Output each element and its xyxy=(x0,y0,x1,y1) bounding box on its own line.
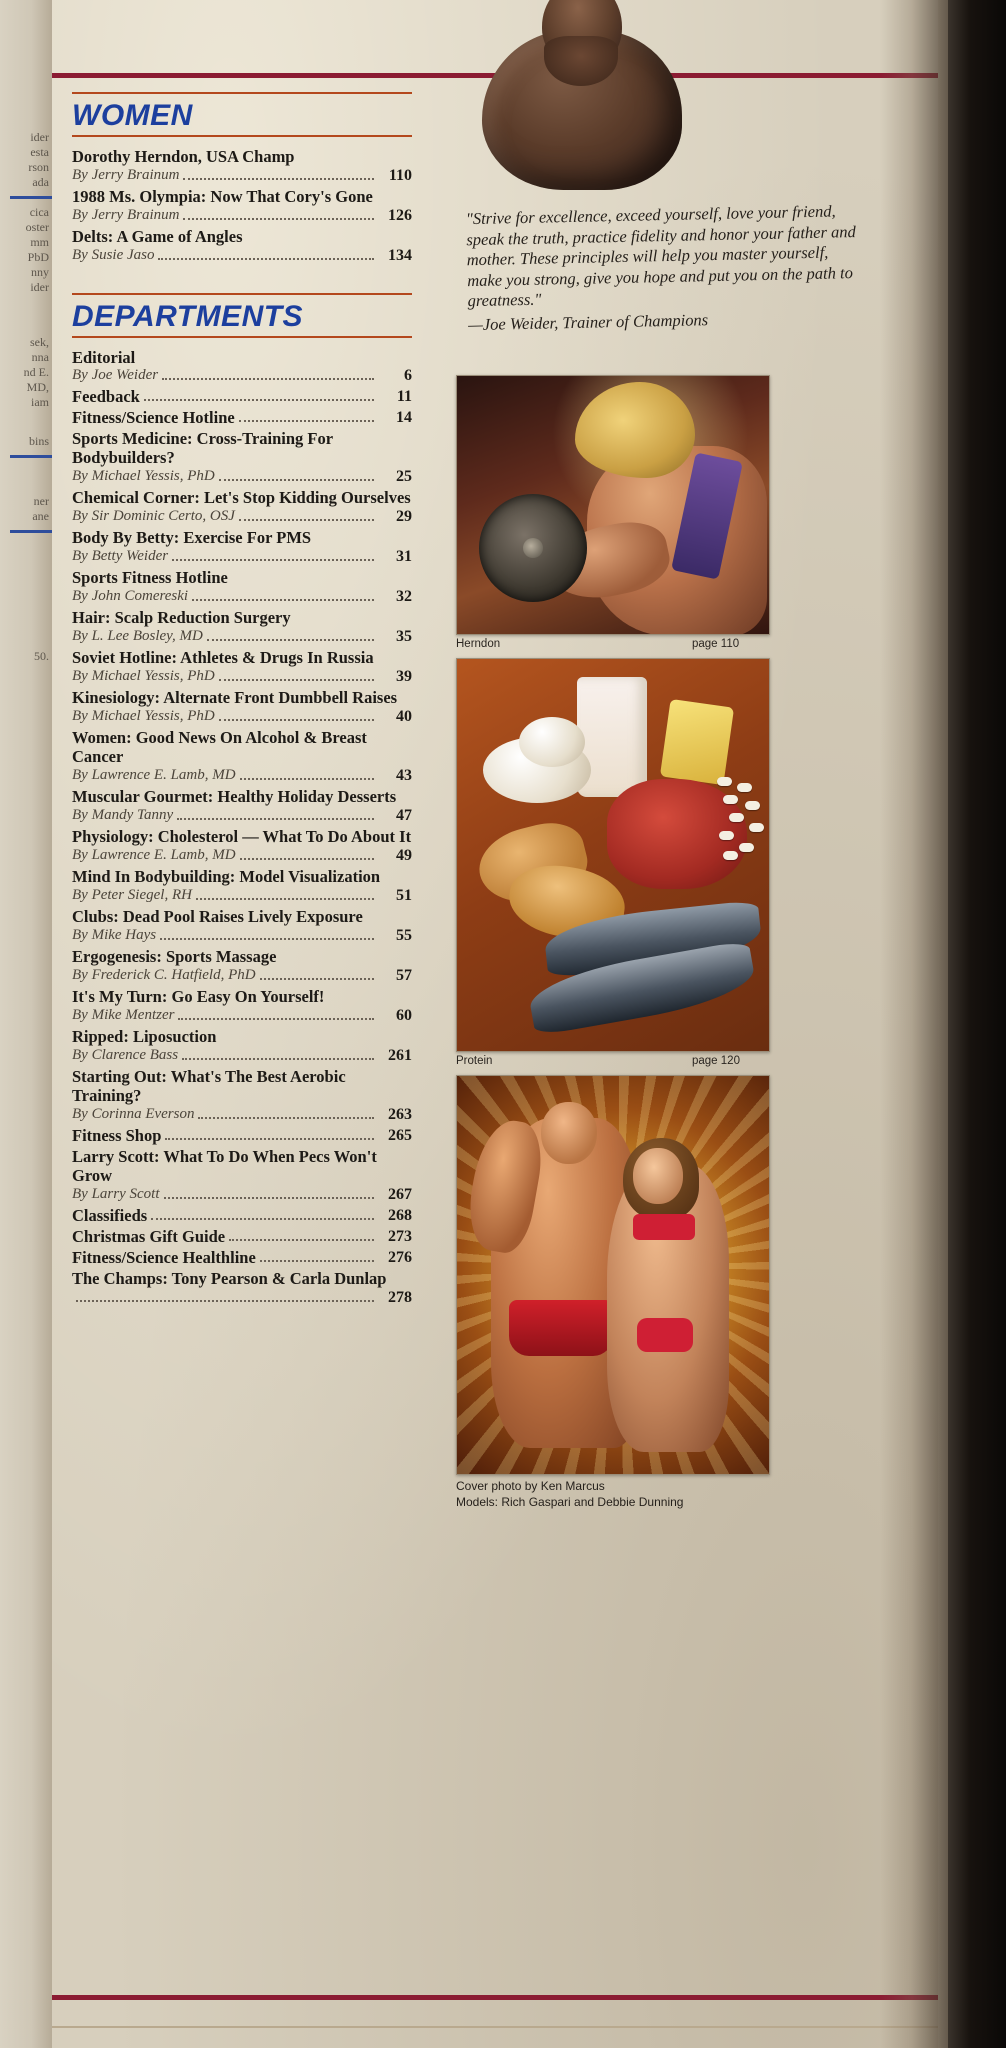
toc-entry-page: 32 xyxy=(396,588,412,605)
toc-entry-author: By Jerry Brainum xyxy=(72,167,180,183)
toc-entry[interactable] xyxy=(72,1248,412,1267)
leader-dots xyxy=(219,671,374,681)
leader-dots xyxy=(240,770,374,780)
toc-entry-author: By Michael Yessis, PhD xyxy=(72,468,215,484)
toc-entry[interactable] xyxy=(72,528,412,566)
toc-entry-title: Fitness/Science Healthline xyxy=(72,1248,256,1267)
cheese-block xyxy=(660,699,734,785)
toc-entry-author: By John Comereski xyxy=(72,588,189,604)
toc-entry-page: 268 xyxy=(388,1207,412,1224)
margin-fragment: nd E. xyxy=(23,365,49,379)
toc-entry-title: Ripped: Liposuction xyxy=(72,1027,217,1046)
margin-divider xyxy=(10,196,52,199)
toc-entry-author: By Peter Siegel, RH xyxy=(72,887,192,903)
toc-entry-title: Soviet Hotline: Athletes & Drugs In Russia xyxy=(72,648,374,667)
toc-entry[interactable] xyxy=(72,947,412,985)
leader-dots xyxy=(164,1189,375,1199)
toc-entry[interactable] xyxy=(72,787,412,825)
toc-entry-page: 276 xyxy=(388,1249,412,1266)
margin-fragment: ider xyxy=(30,130,49,144)
leader-dots xyxy=(239,511,374,521)
leader-dots xyxy=(165,1130,374,1140)
toc-entry-author: By Mike Hays xyxy=(72,927,157,943)
toc-entry-author: By L. Lee Bosley, MD xyxy=(72,628,203,644)
toc-entry[interactable] xyxy=(72,227,412,265)
page-body xyxy=(52,0,938,2048)
left-page-margin xyxy=(0,0,52,2048)
toc-entry-page: 35 xyxy=(396,628,412,645)
table-of-contents xyxy=(72,92,412,1309)
joe-weider-statue-photo xyxy=(472,0,692,205)
toc-entry-title: Mind In Bodybuilding: Model Visualization xyxy=(72,867,381,886)
margin-fragment: oster xyxy=(25,220,49,234)
toc-entry-page: 6 xyxy=(404,367,412,384)
toc-entry[interactable] xyxy=(72,907,412,945)
leader-dots xyxy=(183,210,374,220)
photo-caption-left: Protein xyxy=(456,1055,493,1067)
toc-entry[interactable] xyxy=(72,728,412,785)
toc-entry-title: Classifieds xyxy=(72,1206,148,1225)
eggs-back xyxy=(519,717,585,767)
supplement-pills xyxy=(715,777,767,863)
toc-entry-page: 47 xyxy=(396,807,412,824)
margin-fragment: ider xyxy=(30,280,49,294)
toc-entry-page: 267 xyxy=(388,1186,412,1203)
toc-entry-author: By Sir Dominic Certo, OSJ xyxy=(72,508,235,524)
toc-entry-author: By Lawrence E. Lamb, MD xyxy=(72,767,236,783)
toc-entry[interactable] xyxy=(72,688,412,726)
margin-fragment: ada xyxy=(32,175,49,189)
section-rule xyxy=(72,135,412,137)
toc-entry-author: By Joe Weider xyxy=(72,367,159,383)
toc-entry-author: By Clarence Bass xyxy=(72,1047,179,1063)
toc-entry[interactable] xyxy=(72,348,412,385)
toc-entry-title: Fitness Shop xyxy=(72,1126,162,1145)
section-rule xyxy=(72,92,412,94)
quote-text: "Strive for excellence, exceed yourself, love your friend, speak the truth, practice fidelity and honor your father and mother. These principles will help you master yourself, make you strong, give you hope and put you on the path to greatness." xyxy=(465,201,856,311)
leader-dots xyxy=(239,412,374,422)
toc-entry[interactable] xyxy=(72,429,412,486)
photo-caption-page: page 110 xyxy=(692,638,740,650)
toc-entry-author: By Michael Yessis, PhD xyxy=(72,708,215,724)
toc-entry[interactable] xyxy=(72,1147,412,1204)
toc-entry[interactable] xyxy=(72,1067,412,1124)
margin-fragment: mm xyxy=(30,235,49,249)
toc-entry-author: By Frederick C. Hatfield, PhD xyxy=(72,967,256,983)
margin-fragment: nny xyxy=(31,265,49,279)
toc-entry-title: Christmas Gift Guide xyxy=(72,1227,226,1246)
toc-entry-title: Body By Betty: Exercise For PMS xyxy=(72,528,312,547)
toc-entry-title: Chemical Corner: Let's Stop Kidding Ourselves xyxy=(72,488,411,507)
toc-entry-title: Sports Medicine: Cross-Training For Bodybuilders? xyxy=(72,429,333,467)
toc-entry-page: 126 xyxy=(388,207,412,224)
margin-fragment: esta xyxy=(30,145,49,159)
leader-dots xyxy=(177,810,374,820)
leader-dots xyxy=(260,1252,374,1262)
toc-entry-page: 29 xyxy=(396,508,412,525)
toc-entry-title: Clubs: Dead Pool Raises Lively Exposure xyxy=(72,907,363,926)
toc-entry-author: By Mike Mentzer xyxy=(72,1007,175,1023)
toc-entry-author: By Larry Scott xyxy=(72,1186,160,1202)
toc-entry-author: By Mandy Tanny xyxy=(72,807,174,823)
toc-entry-title: Fitness/Science Hotline xyxy=(72,408,235,427)
toc-entry-page: 57 xyxy=(396,967,412,984)
toc-entry[interactable] xyxy=(72,1206,412,1225)
photo-protein xyxy=(456,658,770,1052)
toc-entry-page: 39 xyxy=(396,668,412,685)
toc-entry-page: 265 xyxy=(388,1127,412,1144)
toc-entry[interactable] xyxy=(72,1227,412,1246)
toc-entry-title: It's My Turn: Go Easy On Yourself! xyxy=(72,987,325,1006)
leader-dots xyxy=(183,170,374,180)
bottom-rule xyxy=(52,1995,938,2000)
toc-entry[interactable] xyxy=(72,1126,412,1145)
leader-dots xyxy=(76,1292,374,1302)
leader-dots xyxy=(229,1231,374,1241)
margin-fragment: cica xyxy=(29,205,49,219)
cover-credit xyxy=(456,1478,683,1510)
toc-entry[interactable] xyxy=(72,387,412,406)
toc-entry[interactable] xyxy=(72,648,412,686)
toc-entry-title: Women: Good News On Alcohol & Breast Cancer xyxy=(72,728,367,766)
toc-entry-title: The Champs: Tony Pearson & Carla Dunlap xyxy=(72,1269,387,1288)
toc-entry-title: Hair: Scalp Reduction Surgery xyxy=(72,608,291,627)
toc-entry[interactable] xyxy=(72,187,412,225)
toc-entry-title: Delts: A Game of Angles xyxy=(72,227,243,246)
margin-fragment: MD, xyxy=(26,380,49,394)
margin-fragment: PbD xyxy=(27,250,49,264)
toc-entry-title: Editorial xyxy=(72,348,136,367)
toc-entry-title: 1988 Ms. Olympia: Now That Cory's Gone xyxy=(72,187,373,206)
pull-quote xyxy=(466,201,869,335)
leader-dots xyxy=(240,850,374,860)
toc-entry-author: By Susie Jaso xyxy=(72,247,155,263)
weight-plate xyxy=(479,494,587,602)
toc-entry-page: 11 xyxy=(396,388,412,405)
toc-entry-title: Kinesiology: Alternate Front Dumbbell Raises xyxy=(72,688,398,707)
toc-entry-page: 40 xyxy=(396,708,412,725)
female-model-head xyxy=(633,1148,683,1204)
female-model-bottom xyxy=(637,1318,693,1352)
toc-entry-page: 60 xyxy=(396,1007,412,1024)
margin-fragment: iam xyxy=(31,395,49,409)
leader-dots xyxy=(219,471,374,481)
leader-dots xyxy=(192,591,374,601)
cover-credit-models: Models: Rich Gaspari and Debbie Dunning xyxy=(456,1495,684,1509)
toc-entry-page: 261 xyxy=(388,1047,412,1064)
margin-fragment: ner xyxy=(33,494,49,508)
toc-entry-title: Dorothy Herndon, USA Champ xyxy=(72,147,295,166)
toc-entry-title: Feedback xyxy=(72,387,140,406)
toc-entry[interactable] xyxy=(72,568,412,606)
margin-fragment: bins xyxy=(28,434,49,448)
margin-fragment: ane xyxy=(32,509,49,523)
toc-entry-title: Physiology: Cholesterol — What To Do About It xyxy=(72,827,412,846)
margin-divider xyxy=(10,455,52,458)
toc-entry[interactable] xyxy=(72,1027,412,1065)
leader-dots xyxy=(151,1210,374,1220)
leader-dots xyxy=(160,930,374,940)
male-model-trunks xyxy=(509,1300,613,1356)
toc-entry-title: Muscular Gourmet: Healthy Holiday Desserts xyxy=(72,787,397,806)
toc-entry-page: 51 xyxy=(396,887,412,904)
toc-entry-page: 31 xyxy=(396,548,412,565)
photo-caption-page: page 120 xyxy=(692,1055,740,1067)
photo-herndon xyxy=(456,375,770,635)
toc-entry[interactable] xyxy=(72,987,412,1025)
toc-entry-author: By Michael Yessis, PhD xyxy=(72,668,215,684)
leader-dots xyxy=(198,1109,374,1119)
toc-entry-title: Larry Scott: What To Do When Pecs Won't Grow xyxy=(72,1147,377,1185)
toc-entry-title: Starting Out: What's The Best Aerobic Training? xyxy=(72,1067,346,1105)
margin-fragment: sek, xyxy=(30,335,49,349)
leader-dots xyxy=(219,711,374,721)
margin-fragment: 50. xyxy=(34,649,49,663)
toc-entry-page: 278 xyxy=(388,1289,412,1306)
section-heading-departments: DEPARTMENTS xyxy=(72,300,304,333)
margin-fragment: rson xyxy=(28,160,49,174)
leader-dots xyxy=(158,250,374,260)
leader-dots xyxy=(260,970,374,980)
toc-entry[interactable] xyxy=(72,827,412,865)
toc-entry-page: 55 xyxy=(396,927,412,944)
book-edge xyxy=(948,0,1006,2048)
leader-dots xyxy=(144,391,374,401)
photo-caption-left: Herndon xyxy=(456,638,501,650)
figure-hair xyxy=(575,382,695,478)
toc-entry-title: Ergogenesis: Sports Massage xyxy=(72,947,277,966)
leader-dots xyxy=(172,551,374,561)
toc-entry-author: By Lawrence E. Lamb, MD xyxy=(72,847,236,863)
cover-credit-photographer: Cover photo by Ken Marcus xyxy=(456,1479,605,1493)
toc-entry-author: By Corinna Everson xyxy=(72,1106,195,1122)
leader-dots xyxy=(207,631,374,641)
toc-entry[interactable] xyxy=(72,488,412,526)
toc-entry[interactable] xyxy=(72,147,412,185)
male-model-head xyxy=(541,1102,597,1164)
toc-entry-page: 49 xyxy=(396,847,412,864)
toc-entry[interactable] xyxy=(72,608,412,646)
leader-dots xyxy=(162,370,374,380)
female-model-top xyxy=(633,1214,695,1240)
section-rule xyxy=(72,293,412,295)
toc-entry-title: Sports Fitness Hotline xyxy=(72,568,228,587)
photo-cover-models xyxy=(456,1075,770,1475)
leader-dots xyxy=(182,1050,374,1060)
toc-entry-page: 14 xyxy=(396,409,412,426)
toc-entry[interactable] xyxy=(72,1269,412,1307)
toc-entry-page: 273 xyxy=(388,1228,412,1245)
toc-entry[interactable] xyxy=(72,867,412,905)
margin-divider xyxy=(10,530,52,533)
toc-entry-page: 110 xyxy=(388,167,412,184)
section-rule xyxy=(72,336,412,338)
margin-fragment: nna xyxy=(31,350,49,364)
toc-entry-author: By Jerry Brainum xyxy=(72,207,180,223)
leader-dots xyxy=(178,1010,374,1020)
toc-entry-page: 43 xyxy=(396,767,412,784)
toc-entry-page: 25 xyxy=(396,468,412,485)
toc-entry[interactable] xyxy=(72,408,412,427)
toc-entry-page: 134 xyxy=(388,247,412,264)
bottom-rule-secondary xyxy=(52,2026,938,2028)
toc-entry-page: 263 xyxy=(388,1106,412,1123)
leader-dots xyxy=(196,890,374,900)
page-curl-shadow xyxy=(880,0,950,2048)
section-heading-women: WOMEN xyxy=(72,99,193,132)
quote-attribution: —Joe Weider, Trainer of Champions xyxy=(467,309,709,334)
toc-entry-author: By Betty Weider xyxy=(72,548,169,564)
